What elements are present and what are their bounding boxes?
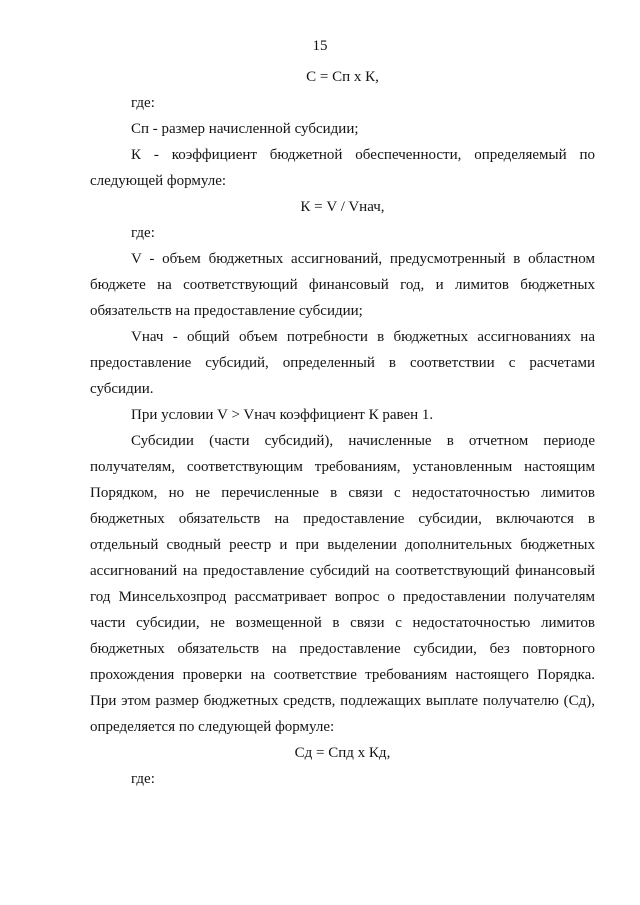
subsidy-paragraph: Субсидии (части субсидий), начисленные в отчетном периоде получателям, соответствующим требованиям, установленным настоящим Порядком, но не перечисленные в связи с недостаточностью лимитов бюджетных обязательств на предоставление субсидии, включаются в отдельный сводный реестр и при выделении дополнительных бюджетных ассигнований на предоставление субсидий на соответствующий финансовый год Минсельхозпрод рассматривает вопрос о предоставлении получателям части субсидии, не возмещенной в связи с недостаточностью лимитов бюджетных обязательств на предоставление субсидии, без повторного прохождения проверки на соответствие требованиям настоящего Порядка. При этом размер бюджетных средств, подлежащих выплате получателю (Сд), определяется по следующей формуле:	[90, 433, 595, 735]
formula-cd: Сд = Спд х Кд,	[294, 745, 391, 761]
definition-k: К - коэффициент бюджетной обеспеченности, определяемый по следующей формуле:	[90, 147, 595, 189]
where-label: где:	[131, 225, 155, 241]
page-number: 15	[312, 38, 328, 54]
document-body	[90, 64, 595, 792]
where-label: где:	[131, 771, 155, 787]
definition-vnach: Vнач - общий объем потребности в бюджетных ассигнованиях на предоставление субсидий, определенный в соответствии с расчетами субсидии.	[90, 329, 595, 397]
formula-c: С = Сп х К,	[306, 69, 379, 85]
definition-cp: Сп - размер начисленной субсидии;	[131, 121, 359, 137]
definition-v: V - объем бюджетных ассигнований, предусмотренный в областном бюджете на соответствующий финансовый год, и лимитов бюджетных обязательств на предоставление субсидии;	[90, 251, 595, 319]
condition-paragraph: При условии V > Vнач коэффициент К равен 1.	[131, 407, 434, 423]
where-label: где:	[131, 95, 155, 111]
formula-k: К = V / Vнач,	[300, 199, 385, 215]
